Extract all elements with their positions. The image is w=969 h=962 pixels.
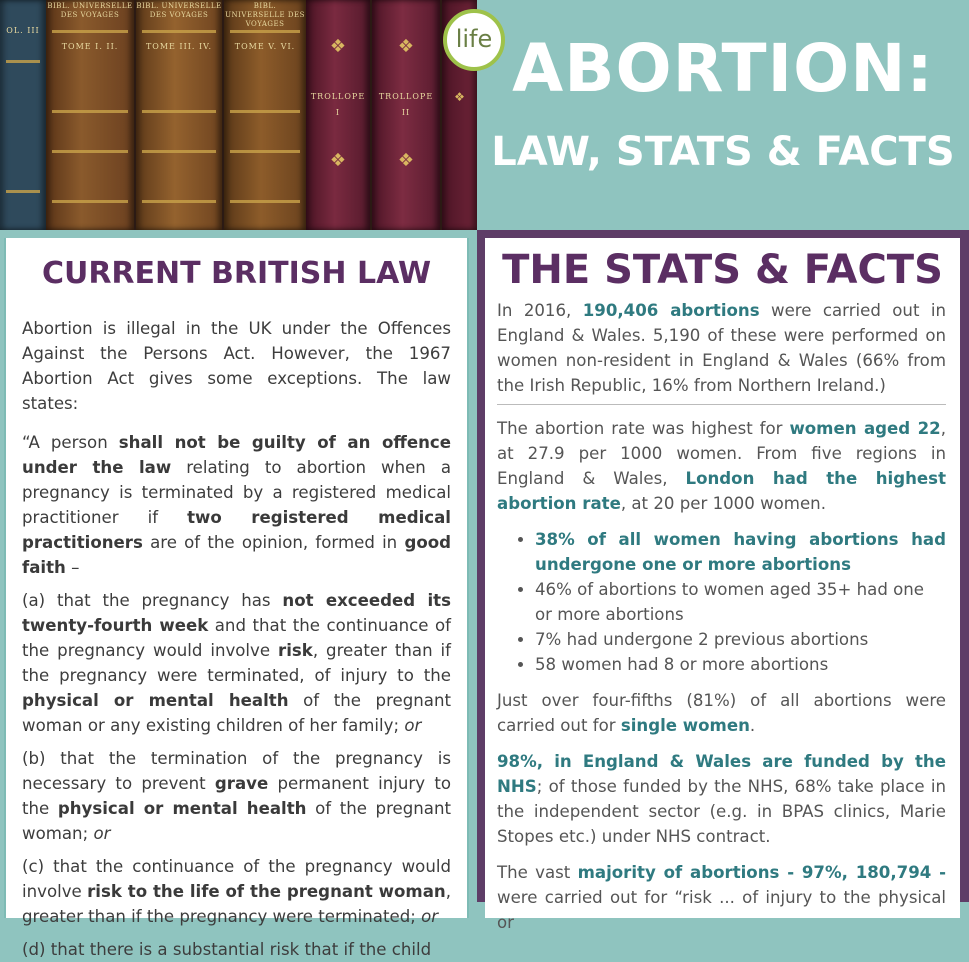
law-intro: Abortion is illegal in the UK under the Offences Against the Persons Act. However, the 1967 Abortion Act gives some exceptions. The law states: bbox=[22, 319, 451, 413]
law-clause-c: (c) that the continuance of the pregnancy would involve risk to the life of the pregnant woman, greater than if the pregnancy were terminated; or bbox=[22, 857, 451, 926]
list-item: • 58 women had 8 or more abortions bbox=[535, 652, 946, 677]
list-item: • 7% had undergone 2 previous abortions bbox=[535, 627, 946, 652]
book-label: TROLLOPE bbox=[378, 92, 434, 101]
book-spine bbox=[0, 0, 46, 230]
book-spine: ❖ bbox=[442, 0, 477, 230]
book-label: II bbox=[401, 108, 411, 117]
page-subtitle: LAW, STATS & FACTS bbox=[491, 129, 955, 175]
stats-paragraph-1: In 2016, 190,406 abortions were carried out in England & Wales. 5,190 of these were performed on women non-resident in England & Wales (66% from the Irish Republic, 16% from Northern Ireland.) bbox=[497, 298, 946, 405]
law-clause-b: (b) that the termination of the pregnancy is necessary to prevent grave permanent injury to the physical or mental health of the pregnant woman; or bbox=[22, 749, 451, 843]
book-spine: ❖ TROLLOPE II ❖ bbox=[372, 0, 440, 230]
life-logo: life bbox=[443, 9, 505, 71]
book-spine bbox=[46, 0, 134, 230]
stats-paragraph-3: Just over four-fifths (81%) of all abortions were carried out for single women. bbox=[497, 691, 946, 735]
stats-column bbox=[485, 238, 960, 932]
book-spine bbox=[224, 0, 306, 230]
book-label: TROLLOPE bbox=[310, 92, 366, 101]
book-label: TOME III. IV. bbox=[145, 42, 213, 51]
law-column bbox=[4, 238, 469, 959]
law-clause-d: (d) that there is a substantial risk that if the child bbox=[22, 940, 432, 959]
stats-bullet-list bbox=[497, 527, 946, 677]
law-heading: CURRENT BRITISH LAW bbox=[41, 256, 432, 291]
book-label: OL. III bbox=[6, 26, 40, 35]
law-quote: “A person shall not be guilty of an offence under the law relating to abortion when a pregnancy is terminated by a registered medical practitioner if two registered medical practitioners are of the opinion, formed in good faith – bbox=[22, 433, 451, 577]
stats-paragraph-5: The vast majority of abortions - 97%, 180,794 - were carried out for “risk ... of injury to the physical or bbox=[497, 863, 946, 932]
book-spine: ❖ TROLLOPE I ❖ bbox=[306, 0, 370, 230]
page-title: ABORTION: bbox=[512, 30, 934, 107]
book-label: TOME V. VI. bbox=[234, 42, 296, 51]
list-item: • 46% of abortions to women aged 35+ had one or more abortions bbox=[535, 577, 946, 627]
book-label: I bbox=[335, 108, 341, 117]
law-clause-a: (a) that the pregnancy has not exceeded its twenty-fourth week and that the continuance of the pregnancy would involve risk, greater than if the pregnancy were terminated, of injury to the physical or mental health of the pregnant woman or any existing children of her family; or bbox=[22, 591, 451, 735]
stats-paragraph-4: 98%, in England & Wales are funded by the NHS; of those funded by the NHS, 68% take place in the independent sector (e.g. in BPAS clinics, Marie Stopes etc.) under NHS contract. bbox=[497, 752, 946, 846]
book-label: BIBL. UNIVERSELLE DES VOYAGES bbox=[136, 2, 222, 19]
book-label: BIBL. UNIVERSELLE DES VOYAGES bbox=[47, 2, 133, 19]
books-photo bbox=[0, 0, 477, 230]
stats-heading: THE STATS & FACTS bbox=[502, 247, 943, 293]
book-label: BIBL. UNIVERSELLE DES VOYAGES bbox=[225, 2, 305, 28]
book-label: TOME I. II. bbox=[61, 42, 119, 51]
list-item: • 38% of all women having abortions had undergone one or more abortions bbox=[535, 527, 946, 577]
book-spine bbox=[136, 0, 222, 230]
stats-paragraph-2: The abortion rate was highest for women aged 22, at 27.9 per 1000 women. From five regions in England & Wales, London had the highest abortion rate, at 20 per 1000 women. bbox=[497, 419, 946, 513]
